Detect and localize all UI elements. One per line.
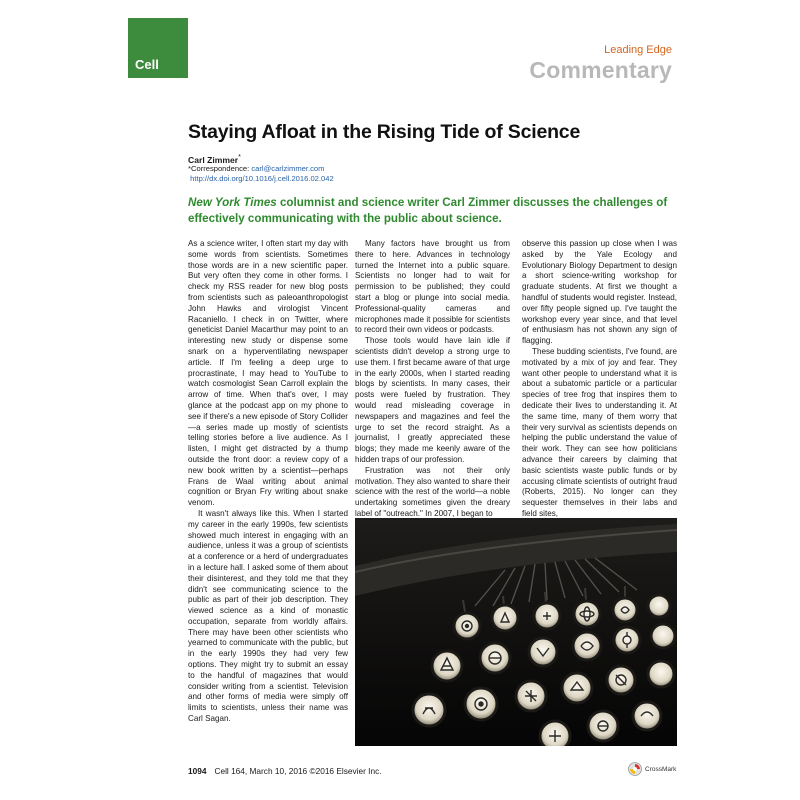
footer-citation xyxy=(188,766,382,776)
body-column-1 xyxy=(188,239,348,725)
correspondence-email-link[interactable]: carl@carlzimmer.com xyxy=(251,164,325,173)
crossmark-label: CrossMark xyxy=(645,765,677,773)
abstract-publication: New York Times xyxy=(188,196,277,209)
correspondence-label: *Correspondence: xyxy=(188,164,252,173)
body-column-2 xyxy=(355,239,510,520)
paragraph: Frustration was not their only motivation. They also wanted to share their science with the rest of the world—a noble undertaking sometimes given the dreary label of "outreach." In 2007, I began to xyxy=(355,465,510,518)
cell-logo xyxy=(128,18,188,78)
paragraph: It wasn't always like this. When I started my career in the early 1990s, few scientists showed much interest in engaging with an audience, unless it was a group of scientists at a conference or a herd of undergraduates in a lecture hall. I asked some of them about their disinterest, and they told me that they didn't see communicating science to the public as part of their job description. They viewed science as a kind of monastic occupation, separate from worldly affairs. There may have been other scientists who yearned to communicate with the public, but in the early 1990s they had very few options. They might try to submit an essay to the handful of magazines that would consider writing from a scientist. Television and other forms of media were simply off limits to scientists, unless their name was Carl Sagan. xyxy=(188,508,348,724)
article-title: Staying Afloat in the Rising Tide of Science xyxy=(188,121,581,143)
crossmark-badge[interactable] xyxy=(628,762,676,776)
author-name: Carl Zimmer xyxy=(188,154,239,165)
typewriter-illustration xyxy=(355,518,677,746)
page-number: 1094 xyxy=(188,766,207,776)
paragraph: Those tools would have lain idle if scientists didn't develop a strong urge to use them. I first became aware of that urge in the early 2000s, when I started reading blogs by scientists. In many cases, their posts were fueled by frustration. They would read misleading coverage in newspapers and magazines and feel the urge to set the record straight. As a journalist, I greatly appreciated these blogs; they made me keenly aware of the hidden traps of our profession. xyxy=(355,336,510,464)
body-column-3 xyxy=(522,239,677,520)
paragraph: As a science writer, I often start my day with some words from scientists. Sometimes those words are in a new scientific paper. But very often they come in other forms. I check my RSS reader for new blog posts from scientists such as paleoanthropologist John Hawks and virologist Vincent Racaniello. I check in on Twitter, where geneticist Daniel Macarthur may point to an interesting new study or dispense some snark on a hyperventilating newspaper article. If I'm feeling a deep urge to procrastinate, I may head to YouTube to watch cosmologist Sean Carroll explain the arrow of time. When that's over, I may glance at the podcast app on my phone to see if there's a new episode of Story Collider—a series made up mostly of scientists telling stories before a live audience. As I listen, I might get distracted by a thump outside the front door: a review copy of a new book written by a scientist—perhaps Frans de Waal writing about animal cognition or Bryan Fry writing about snake venom. xyxy=(188,239,348,508)
citation-text: Cell 164, March 10, 2016 ©2016 Elsevier Inc. xyxy=(214,766,382,776)
cell-logo-text: Cell xyxy=(135,57,159,72)
paragraph: These budding scientists, I've found, are motivated by a mix of joy and fear. They want other people to understand what it is about a subatomic particle or a particular species of tree frog that inspires them to dedicate their lives to understanding it. At the same time, many of them worry that their very survival as scientists depends on helping the public understand the value of their work. They can see how politicians advance their careers by claiming that basic scientists waste public funds or by accusing climate scientists of outright fraud (Roberts, 2015). No longer can they sequester themselves in their labs and field sites, xyxy=(522,346,677,518)
correspondence-block xyxy=(188,164,334,184)
doi-link[interactable]: http://dx.doi.org/10.1016/j.cell.2016.02.042 xyxy=(190,174,334,183)
abstract xyxy=(188,195,678,226)
paragraph: observe this passion up close when I was asked by the Yale Ecology and Evolutionary Biology Department to design a short science-writing workshop for graduate students. At first we thought a handful of students would register. Instead, over fifty people signed up. I've taught the workshop every year since, and that level of enthusiasm has not shown any sign of flagging. xyxy=(522,239,677,346)
crossmark-icon xyxy=(628,762,642,776)
section-title: Commentary xyxy=(529,57,672,83)
typewriter-photo xyxy=(355,518,677,746)
paragraph: Many factors have brought us from there to here. Advances in technology turned the Internet into a public square. Scientists no longer had to wait for permission to be published; they could start a blog or plunge into social media. Professional-quality cameras and microphones made it possible for scientists to record their own videos or podcasts. xyxy=(355,239,510,335)
abstract-text: columnist and science writer Carl Zimmer discusses the challenges of effectively communicating with the public about science. xyxy=(188,196,668,225)
section-label: Leading Edge xyxy=(604,44,672,56)
author-mark: * xyxy=(238,153,241,161)
